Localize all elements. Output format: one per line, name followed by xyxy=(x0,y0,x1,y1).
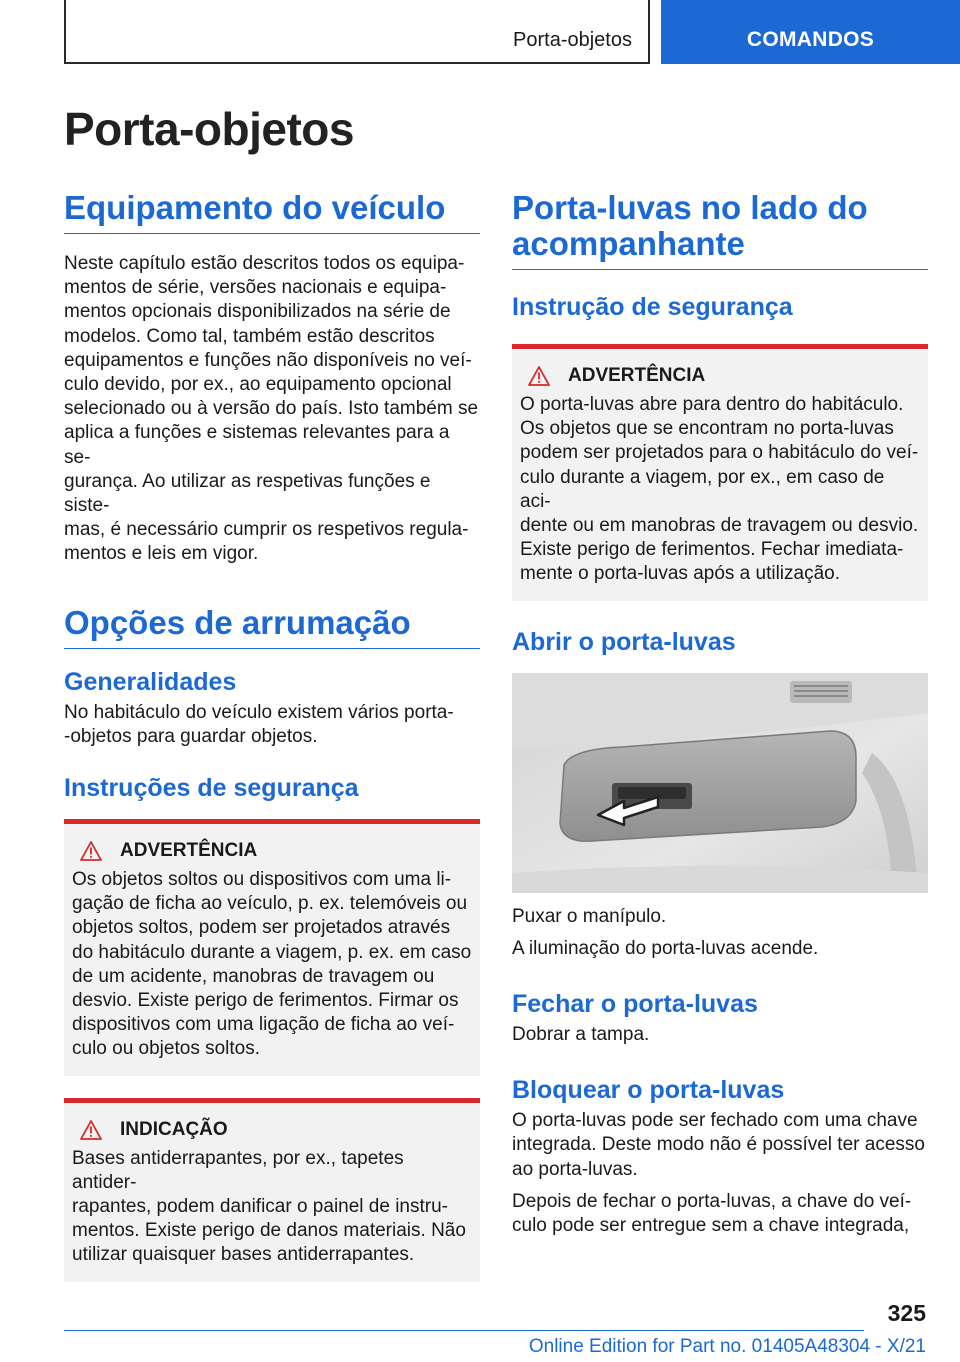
equipment-heading: Equipamento do veículo xyxy=(64,190,480,234)
left-column xyxy=(64,190,480,1282)
warning-triangle-icon xyxy=(528,366,550,386)
glovebox-warning-text: O porta-luvas abre para dentro do habitáculo. Os objetos que se encontram no porta-luvas podem ser projetados para o habitáculo do veí- culo durante a viagem, por ex., em caso de aci- dente ou em manobras de travagem ou desvio. Existe perigo de ferimentos. Fechar imediata- mente o porta-luvas após a utilização. xyxy=(520,394,919,585)
warning-title: ADVERTÊNCIA xyxy=(72,840,472,862)
open-step-1: Puxar o manípulo. xyxy=(512,905,667,927)
notice-title: INDICAÇÃO xyxy=(72,1119,472,1141)
glovebox-heading: Porta-luvas no lado do acompanhante xyxy=(512,190,928,270)
notice-box xyxy=(64,1098,480,1282)
glovebox-warning-title: ADVERTÊNCIA xyxy=(520,365,920,387)
footer-edition: Online Edition for Part no. 01405A48304 - X/21 xyxy=(528,1336,926,1357)
chapter-tab-label: COMANDOS xyxy=(746,28,875,51)
warning-triangle-icon xyxy=(80,841,102,861)
lock-glovebox-heading: Bloquear o porta-luvas xyxy=(512,1076,785,1105)
chapter-tab[interactable] xyxy=(661,0,960,64)
safety-instruction-heading: Instrução de segurança xyxy=(512,293,793,321)
general-paragraph: No habitáculo do veículo existem vários porta- -objetos para guardar objetos. xyxy=(64,701,454,747)
safety-instructions-heading: Instruções de segurança xyxy=(64,774,359,803)
page-number: 325 xyxy=(887,1300,926,1326)
footer-divider xyxy=(64,1330,864,1331)
close-glovebox-heading: Fechar o porta-luvas xyxy=(512,990,758,1019)
glovebox-warning-box xyxy=(512,344,928,601)
notice-text: Bases antiderrapantes, por ex., tapetes antider- rapantes, podem danificar o painel de instru- mentos. Existe perigo de danos materiais. Não utilizar quaisquer bases antiderrapantes. xyxy=(72,1147,466,1266)
open-glovebox-heading: Abrir o porta-luvas xyxy=(512,627,736,656)
storage-heading: Opções de arrumação xyxy=(64,605,480,649)
header-section-title: Porta-objetos xyxy=(513,29,632,51)
lock-paragraph-2: Depois de fechar o porta-luvas, a chave do veí- culo pode ser entregue sem a chave integrada, xyxy=(512,1190,912,1237)
warning-text: Os objetos soltos ou dispositivos com uma li- gação de ficha ao veículo, p. ex. telemóveis ou objetos soltos, podem ser projetados através do habitáculo durante a viagem, p. ex. em caso de um acidente, manobras de travagem ou desvio. Existe perigo de ferimentos. Firmar os dispositivos com uma ligação de ficha ao veí- culo ou objetos soltos. xyxy=(72,869,472,1060)
warning-box xyxy=(64,819,480,1076)
equipment-paragraph: Neste capítulo estão descritos todos os equipa- mentos de série, versões nacionais e equipa- mentos opcionais disponibilizados na série de modelos. Como tal, também estão descritos equipamentos e funções não disponíveis no veí- culo devido, por ex., ao equipamento opcional selecionado ou à versão do país. Isto também se aplica a funções e sistemas relevantes para a se- gurança. Ao utilizar as respetivas funções e siste- mas, é necessário cumprir os respetivos regula- mentos e leis em vigor. xyxy=(64,253,479,565)
header-frame xyxy=(64,0,650,64)
close-text: Dobrar a tampa. xyxy=(512,1024,650,1046)
open-step-2: A iluminação do porta-luvas acende. xyxy=(512,937,819,959)
right-column xyxy=(512,190,928,1238)
notice-triangle-icon xyxy=(80,1120,102,1140)
lock-paragraph-1: O porta-luvas pode ser fechado com uma chave integrada. Deste modo não é possível ter acesso ao porta-luvas. xyxy=(512,1110,925,1180)
general-heading: Generalidades xyxy=(64,667,237,696)
glovebox-photo xyxy=(512,673,928,893)
page-title: Porta-objetos xyxy=(64,103,354,155)
